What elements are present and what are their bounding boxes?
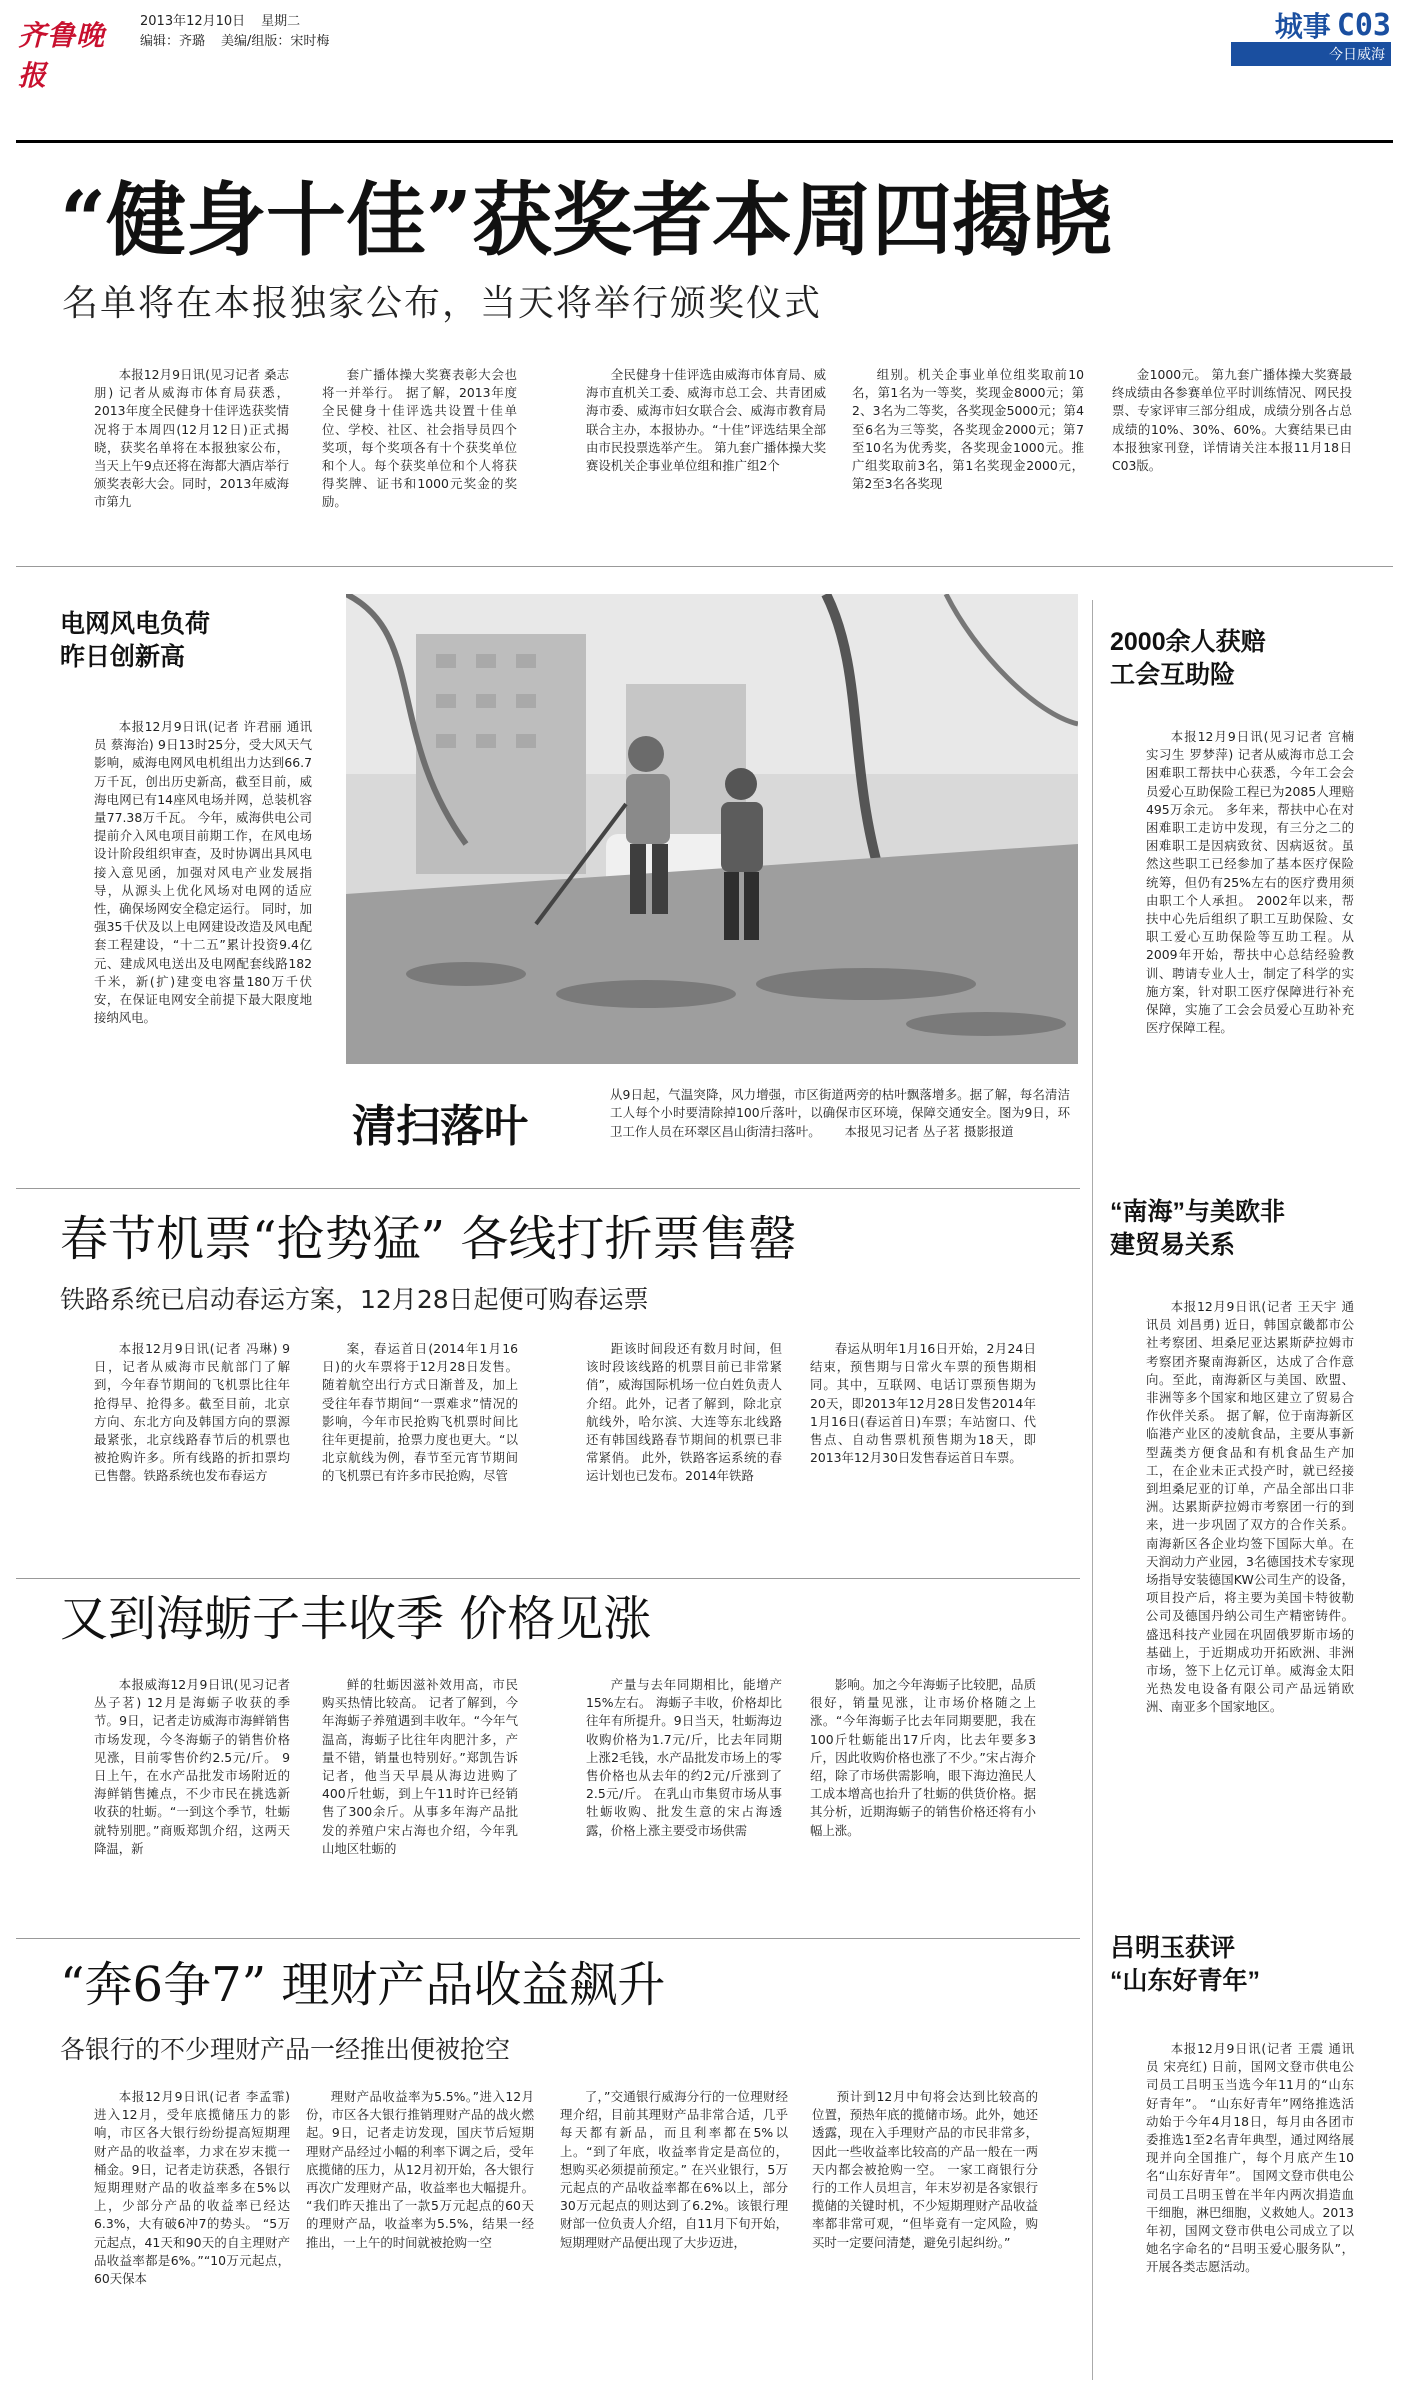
union-body: 本报12月9日讯(见习记者 宫楠 实习生 罗梦萍) 记者从威海市总工会困难职工帮扶中心获悉，今年工会会员爱心互助保险工程已为2085人理赔495万余元。 多年来，帮扶中心在对困难职工走访中发现，有三分之二的困难职工是因病致贫、因病返贫。虽然这些职工已经参加了基本医疗保险统筹，但仍有25%左右的医疗费用须由职工个人承担。 2002年以来，帮扶中心先后组织了职工互助保险、女职工爱心互助保险等互助工程。从2009年开始，帮扶中心总结经验教训、聘请专业人士，制定了科学的实施方案，针对职工医疗保障进行补充保障，实施了工会会员爱心互助补充医疗保障工程。: [1146, 729, 1354, 1036]
flight-col-4: 春运从明年1月16日开始，2月24日结束，预售期与日常火车票的预售期相同。其中，互联网、电话订票预售期为20天，即2013年12月28日发售2014年1月16日(春运首日)车票；车站窗口、代售点、自动售票机预售期为18天，即2013年12月30日发售春运首日车票。: [810, 1341, 1036, 1466]
nanhai-body: 本报12月9日讯(记者 王天宇 通讯员 刘昌勇) 近日，韩国京畿都市公社考察团、坦桑尼亚达累斯萨拉姆市考察团齐聚南海新区，达成了合作意向。至此，南海新区与美国、欧盟、非洲等多个国家和地区建立了贸易合作伙伴关系。 据了解，位于南海新区临港产业区的凌航食品，主要从事新型蔬类方便食品和有机食品生产加工，在企业未正式投产时，就已经接到坦桑尼亚的订单，产品全部出口非洲。达累斯萨拉姆市考察团一行的到来，进一步巩固了双方的合作关系。 南海新区各企业均签下国际大单。在天润动力产业园，3名德国技术专家现场指导安装德国KW公司生产的设备，项目投产后，将主要为美国卡特彼勒公司及德国丹纳公司生产精密铸件。盛迅科技产业园在巩固俄罗斯市场的基础上，于近期成功开拓欧洲、非洲市场，签下上亿元订单。威海金太阳光热发电设备有限公司产品远销欧洲、南亚多个国家地区。: [1146, 1299, 1354, 1715]
section-divider: [16, 1188, 1080, 1189]
lead-col-2: 套广播体操大奖赛表彰大会也将一并举行。 据了解，2013年度全民健身十佳评选共设置十佳单位、学校、社区、社会指导员四个奖项，每个奖项各有十个获奖单位和个人。每个获奖单位和个人将获得奖牌、证书和1000元奖金的奖励。: [322, 367, 517, 510]
lv-body: 本报12月9日讯(记者 王震 通讯员 宋亮红) 日前，国网文登市供电公司员工吕明玉当选今年11月的“山东好青年”。 “山东好青年”网络推选活动始于今年4月18日，每月由各团市委推选1至2名青年典型，通过网络展现并向全国推广，每个月底产生10名“山东好青年”。 国网文登市供电公司员工吕明玉曾在半年内两次捐造血干细胞，淋巴细胞，义救她人。2013年初，国网文登市供电公司成立了以她名字命名的“吕明玉爱心服务队”，开展各类志愿活动。: [1146, 2041, 1354, 2275]
lv-title: 吕明玉获评 “山东好青年”: [1110, 1934, 1261, 1995]
section-name: 城事: [1274, 10, 1331, 43]
photo-street-sweeping: [346, 594, 1078, 1064]
design-credit: 美编/组版：宋时梅: [221, 34, 330, 49]
flight-headline: 春节机票“抢势猛” 各线打折票售罄: [60, 1211, 797, 1267]
lead-col-4: 组别。机关企事业单位组奖取前10名，第1名为一等奖，奖现金8000元；第2、3名为二等奖，各奖现金5000元；第4至6名为三等奖，各奖现金2000元；第7至10名为优秀奖，各奖现金1000元。推广组奖取前3名，第1名奖现金2000元，第2至3名各奖现: [852, 367, 1084, 492]
editor-credit: 编辑：齐璐: [140, 34, 206, 49]
oyster-col-1: 本报威海12月9日讯(见习记者 丛子茗) 12月是海蛎子收获的季节。9日，记者走访威海市海鲜销售市场发现，今冬海蛎子的销售价格见涨，目前零售价约2.5元/斤。 9日上午，在水产品批发市场附近的海鲜销售摊点，不少市民在挑选新收获的牡蛎。“一到这个季节，牡蛎就特别肥。”商贩郑凯介绍，这两天降温，新: [94, 1677, 290, 1856]
flight-col-3: 距该时间段还有数月时间，但该时段该线路的机票目前已非常紧俏”，威海国际机场一位白姓负责人介绍。此外，记者了解到，除北京航线外，哈尔滨、大连等东北线路还有韩国线路春节期间的机票已非常紧俏。 此外，铁路客运系统的春运计划也已发布。2014年铁路: [586, 1341, 782, 1484]
lead-headline: “健身十佳”获奖者本周四揭晓: [60, 173, 1113, 267]
lead-col-1: 本报12月9日讯(见习记者 桑志朋) 记者从威海市体育局获悉，2013年度全民健身十佳评选获奖情况将于本周四(12月12日)正式揭晓，获奖名单将在本报独家公布，当天上午9点还将在海都大酒店举行颁奖表彰大会。同时，2013年威海市第九: [94, 367, 289, 510]
oyster-headline: 又到海蛎子丰收季 价格见涨: [60, 1591, 652, 1647]
power-title: 电网风电负荷 昨日创新高: [60, 610, 211, 671]
section-divider: [16, 1938, 1080, 1939]
issue-info: [140, 12, 345, 52]
finance-headline: “奔6争7” 理财产品收益飙升: [60, 1957, 666, 2013]
finance-col-3: 了，”交通银行威海分行的一位理财经理介绍，目前其理财产品非常合适，几乎每天都有新品，而且利率都在5%以上。“到了年底，收益率肯定是高位的，想购买必须提前预定。” 在兴业银行，5万元起点的产品收益率都在6%以上，部分30万元起点的则达到了6.2%。该银行理财部一位负责人介绍，自11月下旬开始，短期理财产品便出现了大步迈进，: [560, 2089, 788, 2250]
photo-credit: 本报见习记者 丛子茗 摄影报道: [844, 1123, 1014, 1139]
photo-caption: [610, 1086, 1070, 1141]
union-title: 2000余人获赔 工会互助险: [1110, 628, 1266, 689]
issue-weekday: 星期二: [261, 14, 301, 29]
finance-subhead: 各银行的不少理财产品一经推出便被抢空: [60, 2035, 511, 2064]
oyster-col-2: 鲜的牡蛎因滋补效用高，市民购买热情比较高。 记者了解到，今年海蛎子养殖遇到丰收年。“今年气温高，海蛎子比往年肉肥汁多，产量不错，销量也特别好。”郑凯告诉记者，他当天早晨从海边进购了400斤牡蛎，到上午11时许已经销售了300余斤。从事多年海产品批发的养殖户宋占海也介绍，今年乳山地区牡蛎的: [322, 1677, 518, 1856]
power-body: 本报12月9日讯(记者 许君丽 通讯员 蔡海治) 9日13时25分，受大风天气影响，威海电网风电机组出力达到66.7万千瓦，创出历史新高，截至目前，威海电网已有14座风电场并网，总装机容量77.38万千瓦。 今年，威海供电公司提前介入风电项目前期工作，在风电场设计阶段组织审查，及时协调出具风电接入意见函，加强对风电产业发展指导，从源头上优化风场对电网的适应性，确保场网安全稳定运行。 同时，加强35千伏及以上电网建设改造及风电配套工程建设，“十二五”累计投资9.4亿元、建成风电送出及电网配套线路182千米，新(扩)建变电容量180万千伏安，在保证电网安全前提下最大限度地接纳风电。: [94, 719, 312, 1026]
newspaper-logo: 齐鲁晚报: [18, 19, 106, 92]
lead-subhead: 名单将在本报独家公布，当天将举行颁奖仪式: [62, 283, 823, 324]
flight-col-1: 本报12月9日讯(记者 冯琳) 9日，记者从威海市民航部门了解到，今年春节期间的飞机票比往年抢得早、抢得多。截至目前，北京方向、东北方向及韩国方向的票源最紧张，北京线路春节后的机票也被抢购许多。所有线路的折扣票均已售罄。铁路系统也发布春运方: [94, 1341, 290, 1484]
photo-illustration: [346, 594, 1078, 1064]
issue-date: 2013年12月10日: [140, 14, 246, 29]
section-divider: [16, 566, 1393, 567]
flight-subhead: 铁路系统已启动春运方案，12月28日起便可购春运票: [60, 1285, 649, 1314]
photo-caption-text: 从9日起，气温突降，风力增强，市区街道两旁的枯叶飘落增多。据了解，每名清洁工人每个小时要清除掉100斤落叶，以确保市区环境，保障交通安全。图为9日，环卫工作人员在环翠区昌山街清扫落叶。: [610, 1087, 1070, 1139]
section-divider: [16, 1578, 1080, 1579]
finance-col-2: 理财产品收益率为5.5%。”进入12月份，市区各大银行推销理财产品的战火燃起。9日，记者走访发现，国庆节后短期理财产品经过小幅的利率下调之后，受年底揽储的压力，从12月初开始，各大银行再次广发理财产品，收益率也大幅提升。 “我们昨天推出了一款5万元起点的60天的理财产品，收益率为5.5%，结果一经推出，一上午的时间就被抢购一空: [306, 2089, 534, 2250]
lead-col-3: 全民健身十佳评选由威海市体育局、威海市直机关工委、威海市总工会、共青团威海市委、威海市妇女联合会、威海市教育局联合主办，本报协办。“十佳”评选结果全部由市民投票选举产生。 第九套广播体操大奖赛设机关企事业单位组和推广组2个: [586, 367, 826, 474]
flight-col-2: 案，春运首日(2014年1月16日)的火车票将于12月28日发售。 随着航空出行方式日渐普及，加上受往年春节期间“一票难求”情况的影响，今年市民抢购飞机票时间比往年更提前，抢票力度也更大。“以北京航线为例，春节至元宵节期间的飞机票已有许多市民抢购，尽管: [322, 1341, 518, 1484]
page-code: C03: [1336, 7, 1391, 43]
oyster-col-4: 影响。加之今年海蛎子比较肥，品质很好，销量见涨，让市场价格随之上涨。“今年海蛎子比去年同期要肥，我在100斤牡蛎能出17斤肉，比去年要多3斤，因此收购价格也涨了不少。”宋占海介绍，除了市场供需影响，眼下海边渔民人工成本增高也抬升了牡蛎的供货价格。据其分析，近期海蛎子的销售价格还将有小幅上涨。: [810, 1677, 1036, 1838]
header-rule: [16, 140, 1393, 143]
lead-col-5: 金1000元。 第九套广播体操大奖赛最终成绩由各参赛单位平时训练情况、网民投票、专家评审三部分组成，成绩分别各占总成绩的10%、30%、60%。大赛结果已由本报独家刊登，详情请关注本报11月18日C03版。: [1112, 367, 1352, 474]
finance-col-1: 本报12月9日讯(记者 李孟霏) 进入12月，受年底揽储压力的影响，市区各大银行纷纷提高短期理财产品的收益率，力求在岁末揽一桶金。9日，记者走访获悉，各银行短期理财产品的收益率多在5%以上，少部分产品的收益率已经达6.3%，大有破6冲7的势头。 “5万元起点，41天和90天的自主理财产品收益率都是6%。”“10万元起点，60天保本: [94, 2089, 290, 2287]
photo-title: 清扫落叶: [352, 1101, 528, 1152]
column-divider: [1092, 600, 1093, 2380]
edition-name: 今日威海: [1231, 42, 1391, 66]
finance-col-4: 预计到12月中旬将会达到比较高的位置，预热年底的揽储市场。此外，她还透露，现在入手理财产品的市民非常多，因此一些收益率比较高的产品一般在一两天内都会被抢购一空。 一家工商银行分行的工作人员坦言，年末岁初是各家银行揽储的关键时机，不少短期理财产品收益率都非常可观，“但毕竟有一定风险，购买时一定要问清楚，避免引起纠纷。”: [812, 2089, 1038, 2250]
oyster-col-3: 产量与去年同期相比，能增产15%左右。 海蛎子丰收，价格却比往年有所提升。9日当天，牡蛎海边收购价格为1.7元/斤，比去年同期上涨2毛钱，水产品批发市场上的零售价格也从去年的约2元/斤涨到了2.5元/斤。 在乳山市集贸市场从事牡蛎收购、批发生意的宋占海透露，价格上涨主要受市场供需: [586, 1677, 782, 1838]
nanhai-title: “南海”与美欧非 建贸易关系: [1110, 1198, 1286, 1259]
section-label: [1231, 8, 1391, 62]
